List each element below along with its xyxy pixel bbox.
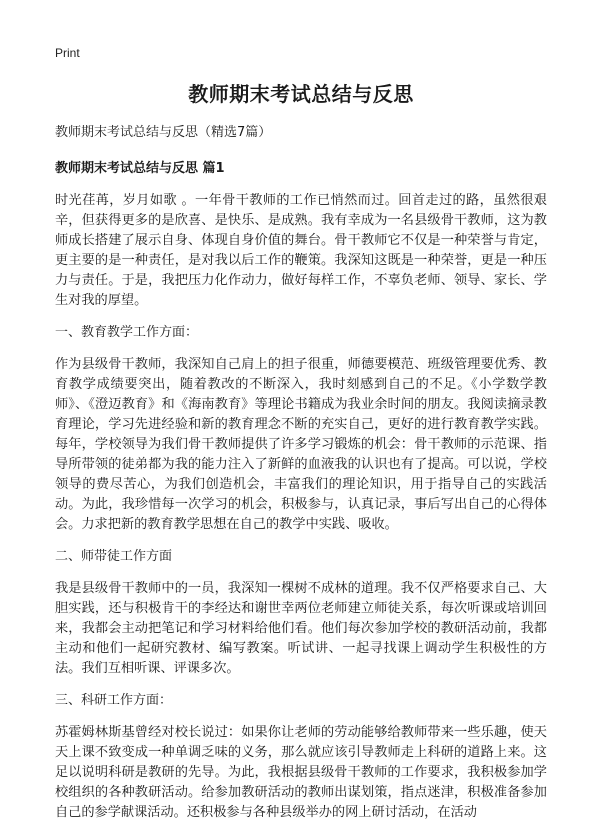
section-heading-mentoring: 二、师带徒工作方面: [55, 549, 173, 564]
section-heading-research: 三、科研工作方面：: [55, 693, 173, 708]
document-body: [55, 78, 547, 835]
article-title: 教师期末考试总结与反思 篇1: [55, 161, 225, 176]
section-body-research: 苏霍姆林斯基曾经对校长说过：如果你让老师的劳动能够给教师带来一些乐趣，使天天上课不致变成一种单调乏味的义务，那么就应该引导教师走上科研的道路上来。这足以说明科研是教研的先导。为此，我根据县级骨干教师的工作要求，我积极参加学校组织的各种教研活动。给参加教研活动的教师出谋划策，指点迷津，积极准备参加自己的参学献课活动。还积极参与各种县级举办的网上研讨活动，在活动: [55, 725, 547, 820]
page-title: 教师期末考试总结与反思: [188, 82, 414, 106]
section-body-teaching: 作为县级骨干教师，我深知自己肩上的担子很重，师德要模范、班级管理要优秀、教育教学成绩要突出，随着教改的不断深入，我时刻感到自己的不足。《小学数学教师》、《澄迈教育》和《海南教育》等理论书籍成为我业余时间的朋友。我阅读摘录教育理论，学习先进经验和新的教育理念不断的充实自己，更好的进行教育教学实践。每年，学校领导为我们骨干教师提供了许多学习锻炼的机会：骨干教师的示范课、指导所带领的徒弟都为我的能力注入了新鲜的血液我的认识也有了提高。可以说，学校领导的费尽苦心，为我们创造机会，丰富我们的理论知识，用于指导自己的实践活动。为此，我珍惜每一次学习的机会，积极参与，认真记录，事后写出自己的心得体会。力求把新的教育教学思想在自己的教学中实践、吸收。: [55, 357, 547, 532]
print-label: Print: [55, 46, 80, 60]
section-body-mentoring: 我是县级骨干教师中的一员，我深知一棵树不成林的道理。我不仅严格要求自己、大胆实践，还与积极肯干的李经达和谢世幸两位老师建立师徒关系，每次听课或培训回来，我都会主动把笔记和学习材料给他们看。他们每次参加学校的教研活动前，我都主动和他们一起研究教材、编写教案。听试讲、一起寻找课上调动学生积极性的方法。我们互相听课、评课多次。: [55, 581, 547, 676]
document-subtitle: 教师期末考试总结与反思（精选7篇）: [55, 125, 272, 140]
intro-paragraph: 时光荏苒，岁月如歌 。一年骨干教师的工作已悄然而过。回首走过的路，虽然很艰辛，但获得更多的是欣喜、是快乐、是成熟。我有幸成为一名县级骨干教师，这为教师成长搭建了展示自身、体现自身价值的舞台。骨干教师它不仅是一种荣誉与肯定，更主要的是一种责任，是对我以后工作的鞭策。我深知这既是一种荣誉，更是一种压力与责任。于是，我把压力化作动力，做好每样工作，不辜负老师、领导、家长、学生对我的厚望。: [55, 193, 547, 308]
section-heading-teaching: 一、教育教学工作方面：: [55, 325, 199, 340]
